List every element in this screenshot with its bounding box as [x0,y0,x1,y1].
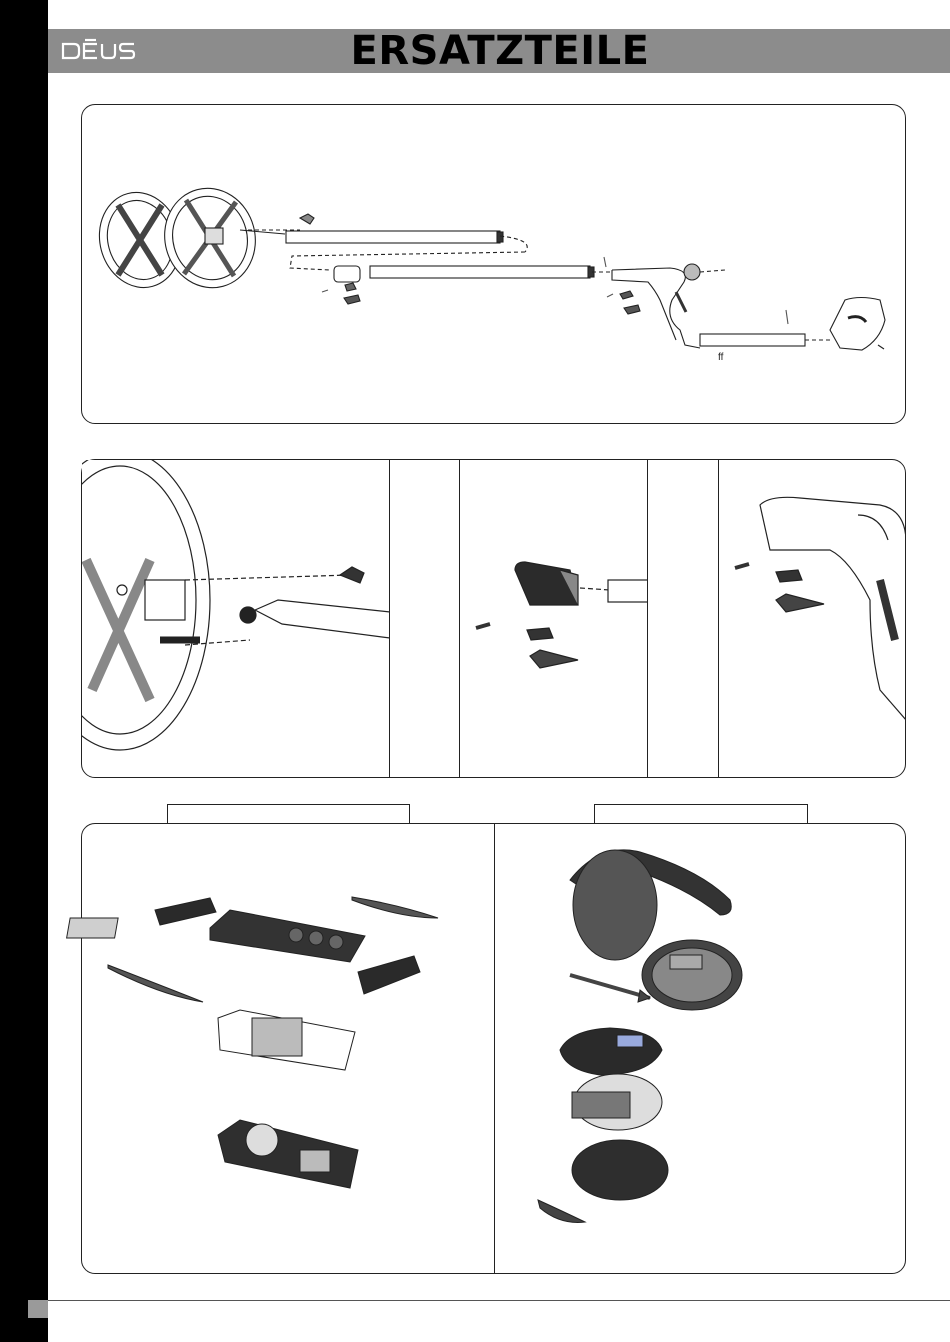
detail-panel [81,459,906,778]
callout-label: ff [718,352,724,363]
page-title: ERSATZTEILE [350,28,650,74]
detail-divider-3 [647,460,648,777]
page-tab-marker [28,1300,48,1318]
detail-divider-1 [389,460,390,777]
deus-logo [60,36,140,66]
headphones-tab [594,804,808,825]
footer-line [48,1300,950,1301]
sidebar-strip [0,0,48,1342]
detail-divider-4 [718,460,719,777]
accessories-divider [494,824,495,1273]
detail-divider-2 [459,460,460,777]
overview-panel [81,104,906,424]
remote-tab [167,804,410,825]
